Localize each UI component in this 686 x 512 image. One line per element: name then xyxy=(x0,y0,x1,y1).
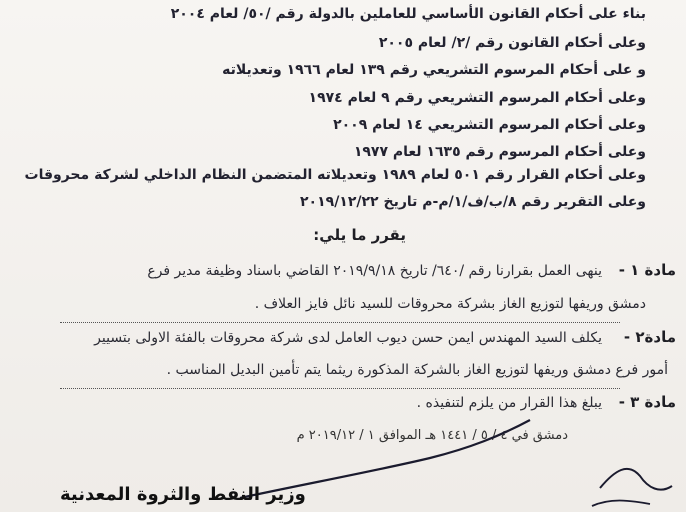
article-2-line-2: أمور فرع دمشق وريفها لتوزيع الغاز بالشركة المذكورة ريثما يتم تأمين البديل المناسب . xyxy=(166,362,668,378)
article-1-line-2: دمشق وريفها لتوزيع الغاز بشركة محروقات للسيد نائل فايز العلاف . xyxy=(254,296,646,312)
preamble-line-1: بناء على أحكام القانون الأساسي للعاملين بالدولة رقم /٥٠/ لعام ٢٠٠٤ xyxy=(170,6,646,22)
article-3-label: مادة ٣ - xyxy=(618,393,676,411)
article-2-label: مادة٢ - xyxy=(623,328,676,346)
preamble-line-6: وعلى أحكام المرسوم رقم ١٦٣٥ لعام ١٩٧٧ xyxy=(353,144,646,160)
article-2-line-1: يكلف السيد المهندس ايمن حسن ديوب العامل لدى شركة محروقات بالفئة الاولى بتسيير xyxy=(94,330,602,346)
preamble-line-3: و على أحكام المرسوم التشريعي رقم ١٣٩ لعام ١٩٦٦ وتعديلاته xyxy=(222,62,646,78)
article-1-line-1: ينهى العمل بقرارنا رقم /٦٤٠/ تاريخ ٢٠١٩/٩/١٨ القاضي باسناد وظيفة مدير فرع xyxy=(147,263,602,279)
preamble-line-7: وعلى أحكام القرار رقم ٥٠١ لعام ١٩٨٩ وتعديلاته المتضمن النظام الداخلي لشركة محروقات xyxy=(24,167,646,183)
minister-title: وزير النفط والثروة المعدنية xyxy=(60,484,306,505)
preamble-line-5: وعلى أحكام المرسوم التشريعي ١٤ لعام ٢٠٠٩ xyxy=(333,117,646,133)
article-1-label: مادة ١ - xyxy=(618,261,676,279)
preamble-line-2: وعلى أحكام القانون رقم /٢/ لعام ٢٠٠٥ xyxy=(378,35,646,51)
footer-date: دمشق في ٤ / ٥ / ١٤٤١ هـ الموافق ١ / ٢٠١٩/١٢ م xyxy=(296,428,568,443)
article-3-line-1: يبلغ هذا القرار من يلزم لتنفيذه . xyxy=(416,395,602,411)
preamble-line-8: وعلى التقرير رقم ٨/ب/ف/١/م-م تاريخ ٢٠١٩/١٢/٢٢ xyxy=(300,194,646,210)
decision-heading: يقرر ما يلي: xyxy=(313,226,406,244)
preamble-line-4: وعلى أحكام المرسوم التشريعي رقم ٩ لعام ١٩٧٤ xyxy=(308,90,646,106)
